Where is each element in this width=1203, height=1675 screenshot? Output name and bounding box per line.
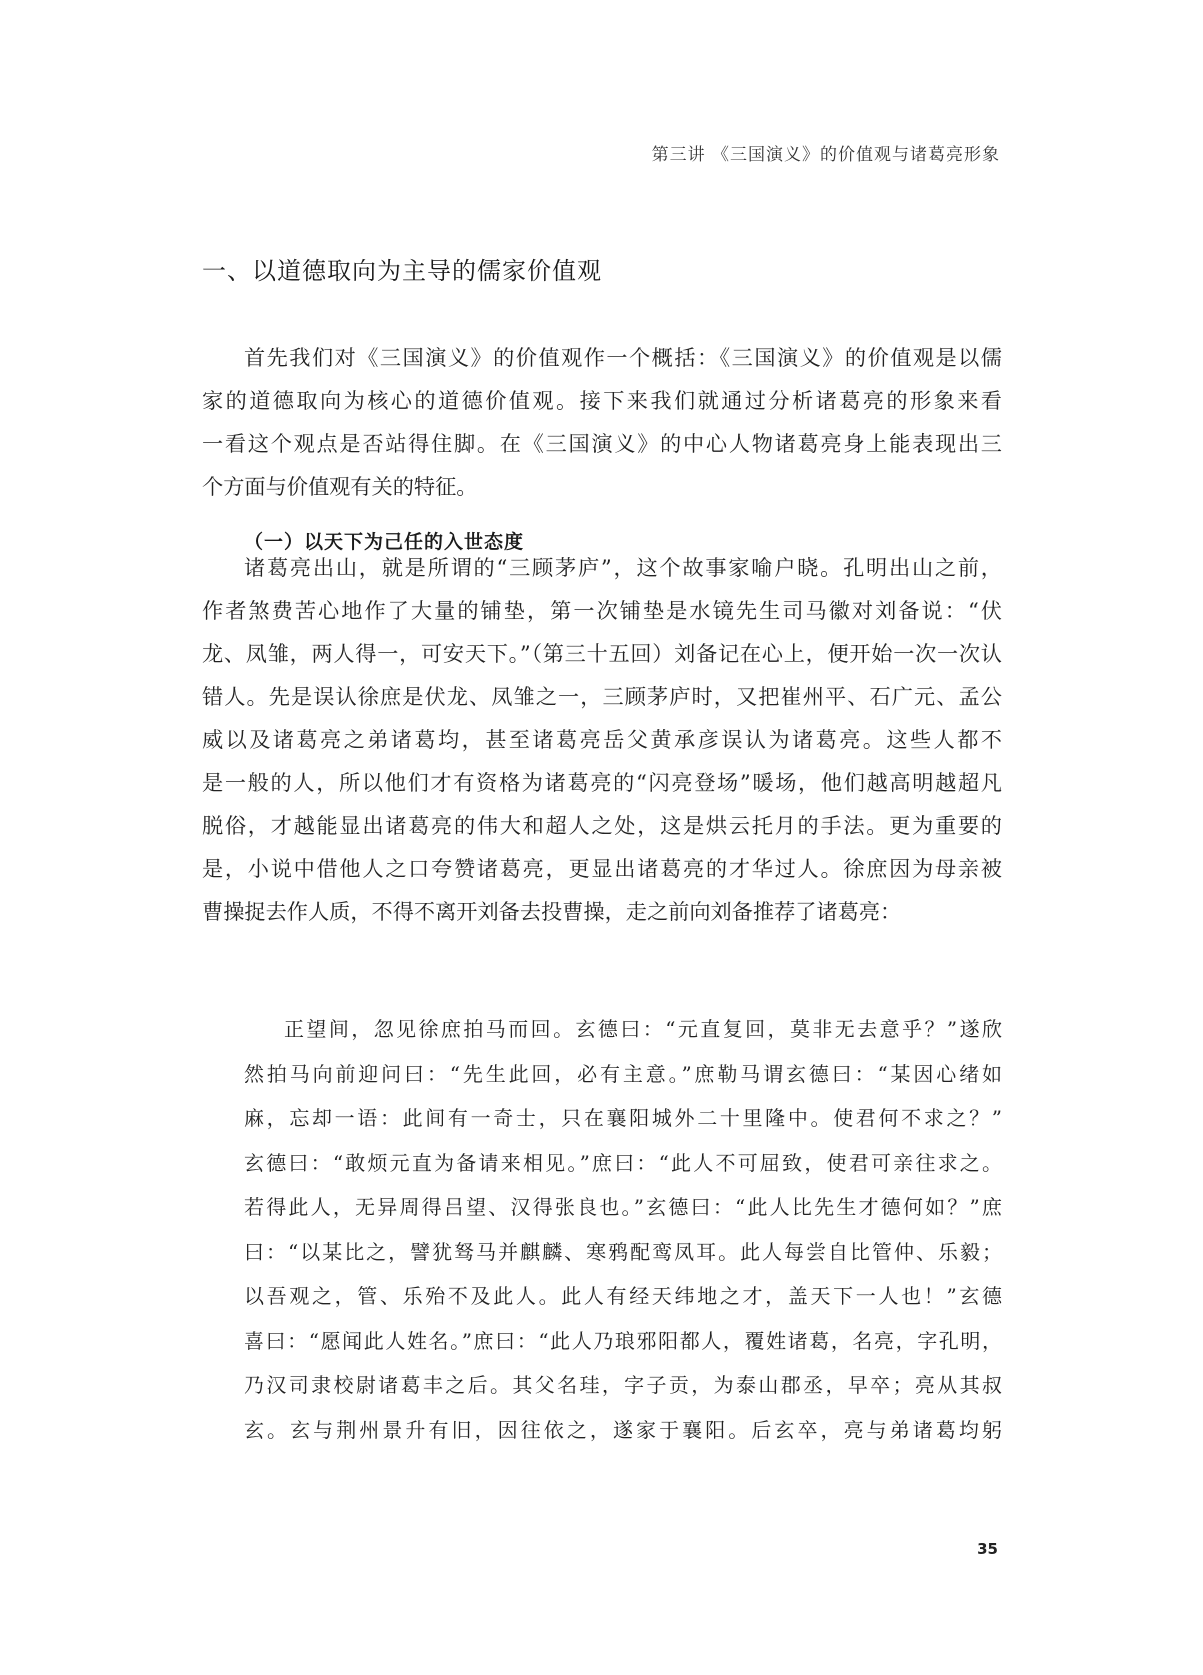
paragraph-line: 错人。先是误认徐庶是伏龙、凤雏之一，三顾茅庐时，又把崔州平、石广元、孟公 [202, 684, 1002, 709]
paragraph-line: 曹操捉去作人质，不得不离开刘备去投曹操，走之前向刘备推荐了诸葛亮： [202, 899, 902, 924]
paragraph-line: 一看这个观点是否站得住脚。在《三国演义》的中心人物诸葛亮身上能表现出三 [202, 431, 1002, 456]
subsection-heading: （一）以天下为己任的入世态度 [244, 531, 525, 553]
intro-paragraph [202, 336, 1002, 508]
paragraph-line: 个方面与价值观有关的特征。 [202, 474, 478, 499]
paragraph-line: 诸葛亮出山，就是所谓的“三顾茅庐”，这个故事家喻户晓。孔明出山之前， [244, 555, 1002, 580]
quotation-line: 若得此人，无异周得吕望、汉得张良也。”玄德曰：“此人比先生才德何如？”庶 [244, 1195, 1002, 1219]
paragraph-line: 脱俗，才越能显出诸葛亮的伟大和超人之处，这是烘云托月的手法。更为重要的 [202, 813, 1002, 838]
quotation-line: 以吾观之，管、乐殆不及此人。此人有经天纬地之才，盖天下一人也！”玄德 [244, 1284, 1002, 1308]
section-heading: 一、以道德取向为主导的儒家价值观 [202, 257, 602, 285]
paragraph-line: 威以及诸葛亮之弟诸葛均，甚至诸葛亮岳父黄承彦误认为诸葛亮。这些人都不 [202, 727, 1002, 752]
block-quotation [244, 1007, 1002, 1452]
quotation-line: 曰：“以某比之，譬犹驽马并麒麟、寒鸦配鸾凤耳。此人每尝自比管仲、乐毅； [244, 1239, 1002, 1264]
paragraph-line: 是，小说中借他人之口夸赞诸葛亮，更显出诸葛亮的才华过人。徐庶因为母亲被 [202, 856, 1002, 881]
page-number: 35 [977, 1540, 998, 1558]
quotation-line: 正望间，忽见徐庶拍马而回。玄德曰：“元直复回，莫非无去意乎？”遂欣 [284, 1017, 1002, 1041]
paragraph-line: 作者煞费苦心地作了大量的铺垫，第一次铺垫是水镜先生司马徽对刘备说：“伏 [202, 598, 1002, 623]
paragraph-line: 首先我们对《三国演义》的价值观作一个概括：《三国演义》的价值观是以儒 [244, 345, 1002, 370]
quotation-line: 喜曰：“愿闻此人姓名。”庶曰：“此人乃琅邪阳都人，覆姓诸葛，名亮，字孔明， [244, 1328, 1002, 1353]
main-paragraph [202, 546, 1002, 933]
quotation-line: 玄德曰：“敢烦元直为备请来相见。”庶曰：“此人不可屈致，使君可亲往求之。 [244, 1150, 1002, 1175]
quotation-line: 玄。玄与荆州景升有旧，因往依之，遂家于襄阳。后玄卒，亮与弟诸葛均躬 [244, 1417, 1002, 1442]
running-header: 第三讲 《三国演义》的价值观与诸葛亮形象 [651, 145, 1000, 165]
quotation-line: 然拍马向前迎问曰：“先生此回，必有主意。”庶勒马谓玄德曰：“某因心绪如 [244, 1061, 1002, 1086]
paragraph-line: 龙、凤雏，两人得一，可安天下。”（第三十五回）刘备记在心上，便开始一次一次认 [202, 641, 1002, 666]
quotation-line: 乃汉司隶校尉诸葛丰之后。其父名珪，字子贡，为泰山郡丞，早卒；亮从其叔 [244, 1373, 1002, 1397]
paragraph-line: 家的道德取向为核心的道德价值观。接下来我们就通过分析诸葛亮的形象来看 [202, 388, 1002, 413]
paragraph-line: 是一般的人，所以他们才有资格为诸葛亮的“闪亮登场”暖场，他们越高明越超凡 [202, 770, 1002, 795]
quotation-line: 麻，忘却一语：此间有一奇士，只在襄阳城外二十里隆中。使君何不求之？” [244, 1106, 1002, 1130]
